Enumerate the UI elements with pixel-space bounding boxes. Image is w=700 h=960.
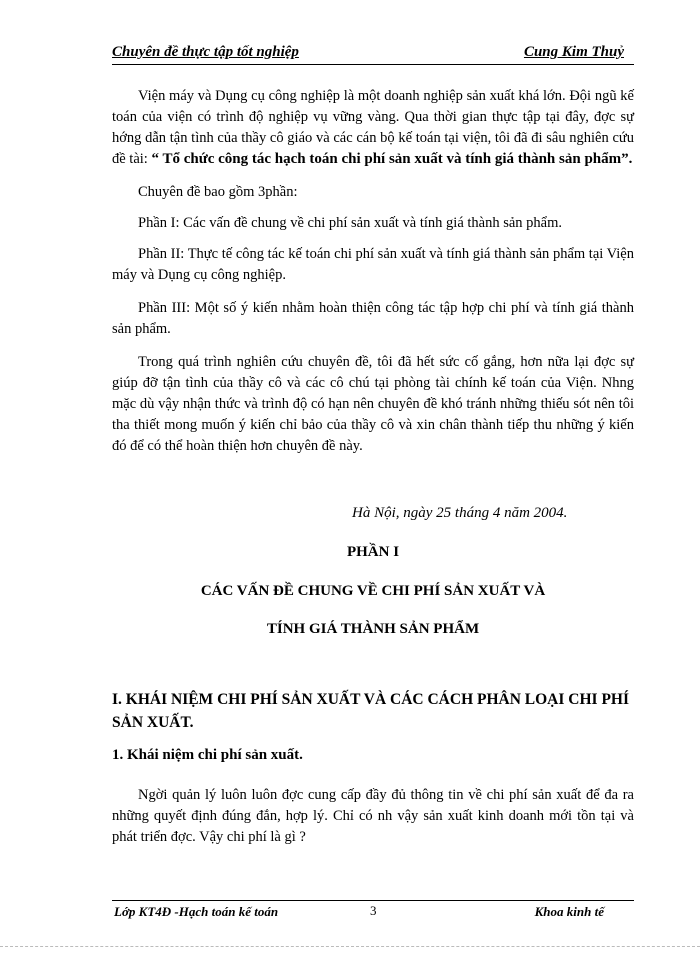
intro-paragraph-2: Chuyên đề bao gồm 3phần: (138, 184, 298, 200)
page-number: 3 (370, 903, 377, 918)
page-header (112, 44, 634, 65)
section-1-body: Ngời quản lý luôn luôn đợc cung cấp đầy đủ thông tin về chi phí sản xuất để đa ra những quyết định đúng đắn, hợp lý. Chỉ có nh vậy sản xuất kinh doanh mới tồn tại và phát triển đợc. Vậy chi phí là gì ? (112, 787, 634, 845)
page-separator (0, 946, 700, 947)
date-line: Hà Nội, ngày 25 tháng 4 năm 2004. (352, 505, 568, 521)
intro-part-1: Phần I: Các vấn đề chung về chi phí sản xuất và tính giá thành sản phẩm. (138, 215, 563, 231)
section-1-title: I. KHÁI NIỆM CHI PHÍ SẢN XUẤT VÀ CÁC CÁCH PHÂN LOẠI CHI PHÍ SẢN XUẤT. (112, 691, 629, 731)
intro-paragraph-1-text: Viện máy và Dụng cụ công nghiệp là một doanh nghiệp sản xuất khá lớn. Đội ngũ kế toán của viện có trình độ nghiệp vụ vững vàng. Qua thời gian thực tập tại đây, đợc sự hớng dẫn tận tình của thầy cô giáo và các cán bộ kế toán tại viện, tôi đã đi sâu nghiên cứu đề tài: (112, 88, 634, 167)
section-1-subtitle: 1. Khái niệm chi phí sản xuất. (112, 747, 303, 763)
header-left-title: Chuyên đề thực tập tốt nghiệp (112, 44, 299, 60)
intro-paragraph-1 (112, 86, 634, 170)
part-title-line-1: CÁC VẤN ĐỀ CHUNG VỀ CHI PHÍ SẢN XUẤT VÀ (200, 583, 546, 599)
footer-class: Lớp KT4Đ -Hạch toán kế toán (114, 904, 279, 919)
intro-part-3: Phần III: Một số ý kiến nhằm hoàn thiện công tác tập hợp chi phí và tính giá thành sản phẩm. (112, 300, 634, 337)
intro-part-2: Phần II: Thực tế công tác kế toán chi phí sản xuất và tính giá thành sản phẩm tại Viện máy và Dụng cụ công nghiệp. (112, 246, 634, 283)
footer-faculty: Khoa kinh tế (534, 904, 604, 919)
page-footer (112, 900, 634, 919)
part-label: PHẦN I (346, 544, 400, 560)
intro-paragraph-6: Trong quá trình nghiên cứu chuyên đề, tôi đã hết sức cố gắng, hơn nữa lại đợc sự giúp đỡ tận tình của thầy cô và các cô chú tại phòng tài chính kế toán của Viện. Nhng mặc dù vậy nhận thức và trình độ có hạn nên chuyên đề khó tránh những thiếu sót nên tôi tha thiết mong muốn ý kiến chỉ bảo của thầy cô và xin chân thành tiếp thu những ý kiến đó để có thể hoàn thiện hơn chuyên đề này. (112, 354, 634, 454)
header-author: Cung Kim Thuỷ (523, 44, 624, 60)
intro-section (112, 86, 634, 469)
thesis-title: “ Tổ chức công tác hạch toán chi phí sản xuất và tính giá thành sản phẩm”. (151, 151, 633, 167)
part-title-line-2: TÍNH GIÁ THÀNH SẢN PHẨM (266, 621, 480, 637)
